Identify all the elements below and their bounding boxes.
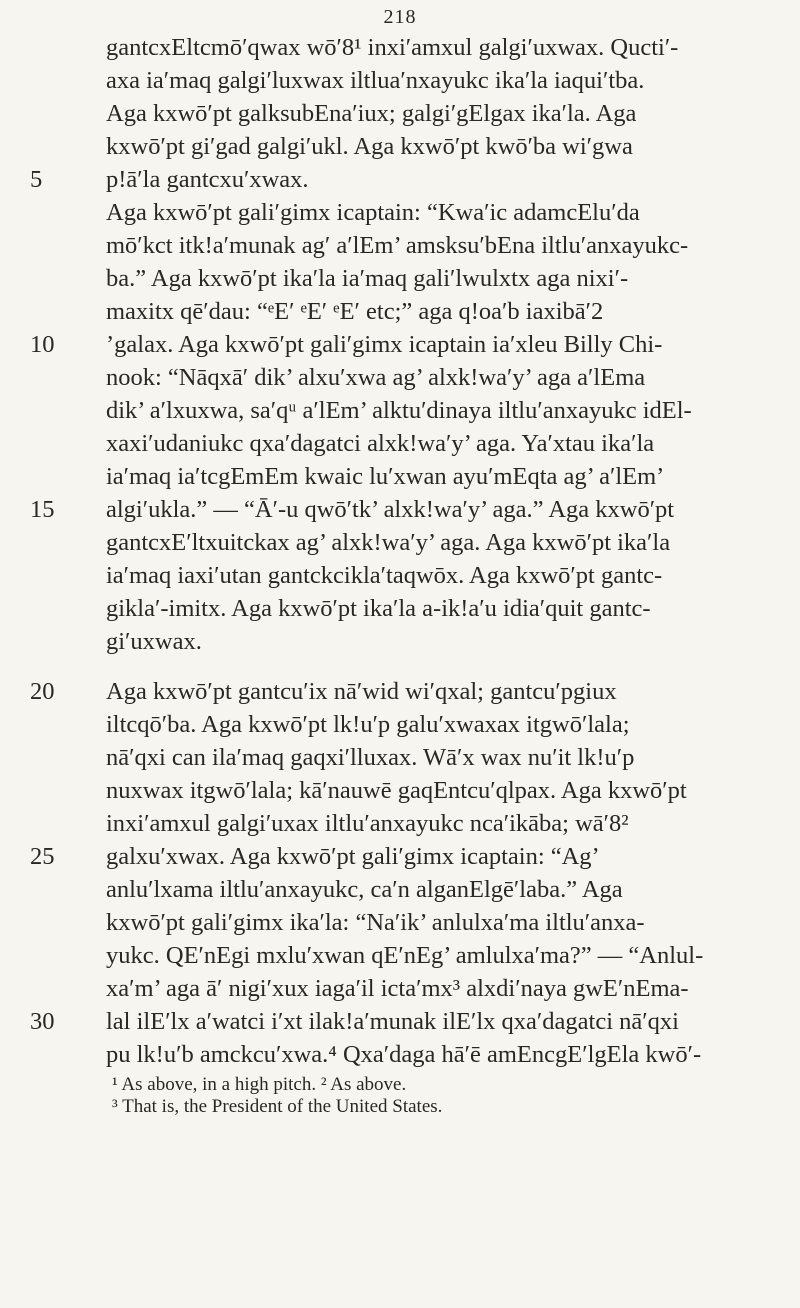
line-number: 30 (30, 1008, 55, 1035)
text-line: xaxi′udaniukc qxa′dagatci alxk!wa′y’ aga. Ya′xtau ika′la (106, 430, 655, 457)
text-line: gantcxEltcmō′qwax wō′8¹ inxi′amxul galgi′uxwax. Qucti′- (106, 34, 679, 61)
text-line: gikla′-imitx. Aga kxwō′pt ika′la a-ik!a′u idia′quit gantc- (106, 595, 651, 622)
text-line: Aga kxwō′pt gali′gimx icaptain: “Kwa′ic adamcElu′da (106, 199, 640, 226)
text-line: gantcxE′ltxuitckax ag’ alxk!wa′y’ aga. Aga kxwō′pt ika′la (106, 529, 671, 556)
text-line: p!ā′la gantcxu′xwax. (106, 166, 309, 193)
text-line: ba.” Aga kxwō′pt ika′la ia′maq gali′lwulxtx aga nixi′- (106, 265, 629, 292)
text-line: kxwō′pt gali′gimx ika′la: “Na′ik’ anlulxa′ma iltlu′anxa- (106, 909, 645, 936)
text-line: pu lk!u′b amckcu′xwa.⁴ Qxa′daga hā′ē amEncgE′lgEla kwō′- (106, 1041, 702, 1068)
text-line: nuxwax itgwō′lala; kā′nauwē gaqEntcu′qlpax. Aga kxwō′pt (106, 777, 687, 804)
text-line: ia′maq ia′tcgEmEm kwaic lu′xwan ayu′mEqta ag’ a′lEm’ (106, 463, 665, 490)
line-number: 15 (30, 496, 55, 523)
text-line: xa′m’ aga ā′ nigi′xux iaga′il icta′mx³ alxdi′naya gwE′nEma- (106, 975, 689, 1002)
text-line: mō′kct itk!a′munak ag′ a′lEm’ amsksu′bEna iltlu′anxayukc- (106, 232, 689, 259)
text-line: yukc. QE′nEgi mxlu′xwan qE′nEg’ amlulxa′ma?” — “Anlul- (106, 942, 704, 969)
line-number: 20 (30, 678, 55, 705)
text-line: kxwō′pt gi′gad galgi′ukl. Aga kxwō′pt kwō′ba wi′gwa (106, 133, 633, 160)
text-line: axa ia′maq galgi′luxwax iltlua′nxayukc ika′la iaqui′tba. (106, 67, 645, 94)
text-line: gi′uxwax. (106, 628, 202, 655)
line-number: 25 (30, 843, 55, 870)
text-line: nā′qxi can ila′maq gaqxi′lluxax. Wā′x wax nu′it lk!u′p (106, 744, 635, 771)
text-line: ia′maq iaxi′utan gantckcikla′taqwōx. Aga kxwō′pt gantc- (106, 562, 663, 589)
line-number: 10 (30, 331, 55, 358)
text-line: galxu′xwax. Aga kxwō′pt gali′gimx icaptain: “Ag’ (106, 843, 600, 870)
text-line: lal ilE′lx a′watci i′xt ilak!a′munak ilE′lx qxa′dagatci nā′qxi (106, 1008, 679, 1035)
text-line: algi′ukla.” — “Ā′-u qwō′tk’ alxk!wa′y’ aga.” Aga kxwō′pt (106, 496, 675, 523)
text-line: dik’ a′lxuxwa, sa′qᵘ a′lEm’ alktu′dinaya iltlu′anxayukc idEl- (106, 397, 692, 424)
text-line: nook: “Nāqxā′ dik’ alxu′xwa ag’ alxk!wa′y’ aga a′lEma (106, 364, 646, 391)
text-line: inxi′amxul galgi′uxax iltlu′anxayukc nca′ikāba; wā′8² (106, 810, 629, 837)
footnote: ¹ As above, in a high pitch. ² As above. (112, 1074, 407, 1095)
line-number: 5 (30, 166, 43, 193)
page-number: 218 (383, 6, 417, 28)
text-line: Aga kxwō′pt galksubEna′iux; galgi′gElgax ika′la. Aga (106, 100, 637, 127)
text-line: Aga kxwō′pt gantcu′ix nā′wid wi′qxal; gantcu′pgiux (106, 678, 617, 705)
text-line: anlu′lxama iltlu′anxayukc, ca′n alganElgē′laba.” Aga (106, 876, 623, 903)
text-line: maxitx qē′dau: “ᵉE′ ᵉE′ ᵉE′ etc;” aga q!oa′b iaxibā′2 (106, 298, 604, 325)
footnote: ³ That is, the President of the United States. (112, 1096, 443, 1117)
text-line: iltcqō′ba. Aga kxwō′pt lk!u′p galu′xwaxax itgwō′lala; (106, 711, 630, 738)
text-line: ’galax. Aga kxwō′pt gali′gimx icaptain ia′xleu Billy Chi- (106, 331, 663, 358)
